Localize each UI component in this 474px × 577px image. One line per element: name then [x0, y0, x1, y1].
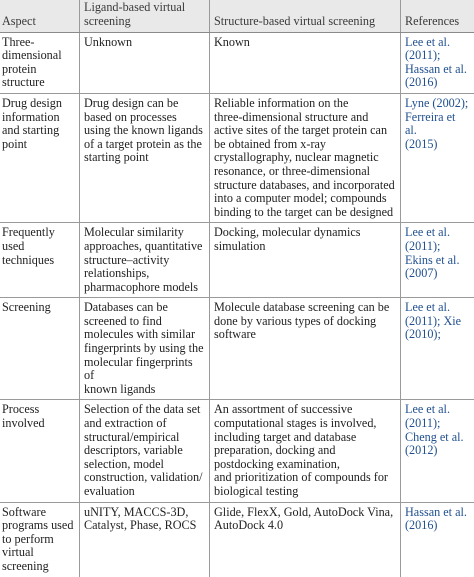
ligand-cell: Drug design can be based on processes using the known ligands of a target protein as the starting point: [80, 94, 210, 222]
table-row: [0, 33, 474, 94]
aspect-cell: Software programs used to perform virtual screening: [0, 503, 80, 577]
references-cell[interactable]: Lee et al. (2011); Xie (2010);: [405, 300, 462, 342]
references-cell[interactable]: Lee et al. (2011); Cheng et al. (2012): [405, 402, 464, 458]
table-row: [0, 94, 474, 223]
ligand-cell: Molecular similarity approaches, quantitative structure–activity relationships, pharmacophore models: [80, 223, 210, 297]
aspect-cell: Process involved: [0, 400, 80, 501]
table-header-row: [0, 0, 474, 33]
structure-cell: Glide, FlexX, Gold, AutoDock Vina, AutoDock 4.0: [210, 503, 401, 577]
references-cell[interactable]: Lyne (2002); Ferreira et al. (2015): [405, 95, 469, 151]
aspect-cell: Screening: [0, 298, 80, 399]
table-row: [0, 400, 474, 502]
header-structure-based: Structure-based virtual screening: [210, 0, 401, 32]
header-references: References: [405, 14, 460, 28]
ligand-cell: Unknown: [80, 33, 210, 93]
structure-cell: Known: [210, 33, 401, 93]
table-row: [0, 298, 474, 400]
aspect-cell: Frequently used techniques: [0, 223, 80, 297]
structure-cell: Molecule database screening can be done by various types of docking software: [210, 298, 401, 399]
ligand-cell: uNITY, MACCS-3D, Catalyst, Phase, ROCS: [80, 503, 210, 577]
structure-cell: An assortment of successive computational stages is involved, including target and database preparation, docking and postdocking examination, and prioritization of compounds for biological testing: [210, 400, 401, 501]
references-cell[interactable]: Lee et al. (2011); Ekins et al. (2007): [405, 225, 460, 281]
header-aspect: Aspect: [0, 0, 80, 32]
header-ligand-based: Ligand-based virtual screening: [80, 0, 210, 32]
ligand-cell: Selection of the data set and extraction of structural/empirical descriptors, variable selection, model construction, validation/ evaluation: [80, 400, 210, 501]
references-cell[interactable]: Hassan et al. (2016): [405, 504, 467, 533]
ligand-cell: Databases can be screened to find molecules with similar fingerprints by using the molecular fingerprints of known ligands: [80, 298, 210, 399]
structure-cell: Reliable information on the three-dimensional structure and active sites of the target protein can be obtained from x-ray crystallography, nuclear magnetic resonance, or three-dimensional structure databases, and incorporated into a computer model; compounds binding to the target can be designed: [210, 94, 401, 222]
structure-cell: Docking, molecular dynamics simulation: [210, 223, 401, 297]
references-cell[interactable]: Lee et al. (2011); Hassan et al. (2016): [405, 34, 467, 90]
aspect-cell: Drug design information and starting point: [0, 94, 80, 222]
table-row: [0, 223, 474, 298]
table-row: [0, 503, 474, 577]
aspect-cell: Three- dimensional protein structure: [0, 33, 80, 93]
